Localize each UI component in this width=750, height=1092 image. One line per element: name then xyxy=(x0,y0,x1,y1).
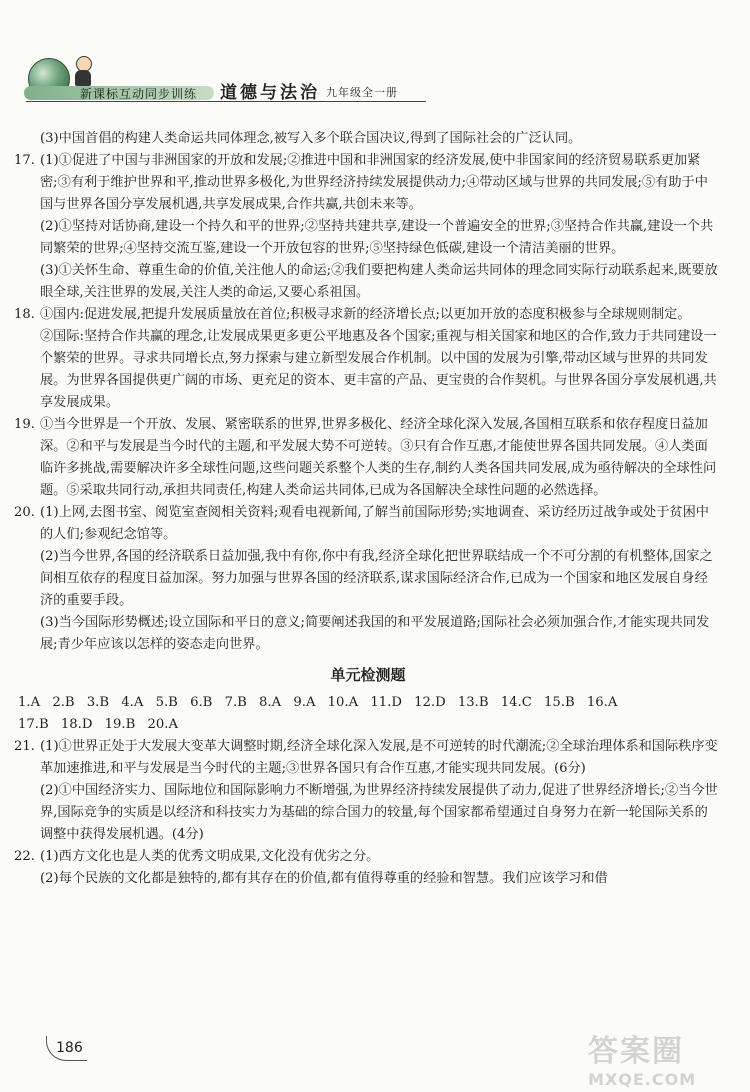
answer-item: 17.B xyxy=(18,717,49,732)
answer-item: 2.B xyxy=(52,695,75,710)
page-number: 186 xyxy=(56,1040,83,1056)
watermark-url: MXQE.COM xyxy=(588,1070,697,1089)
answer-item: 6.B xyxy=(190,695,213,710)
student-mascot-icon xyxy=(72,56,94,86)
paragraph: ①国内:促进发展,把提升发展质量放在首位;积极寻求新的经济增长点;以更加开放的态度积极参与全球规则制定。 xyxy=(40,307,691,322)
question-21 xyxy=(14,736,718,846)
answer-item: 10.A xyxy=(327,695,359,710)
answer-item: 12.D xyxy=(414,695,446,710)
question-number: 19. xyxy=(14,417,35,432)
answer-content xyxy=(14,128,718,890)
answer-item: 8.A xyxy=(259,695,282,710)
answer-key-line-1 xyxy=(18,692,718,714)
answer-item: 15.B xyxy=(544,695,575,710)
question-number: 21. xyxy=(14,739,35,754)
answer-item: 7.B xyxy=(224,695,247,710)
subject-title: 道德与法治 xyxy=(220,83,320,103)
answer-item: 19.B xyxy=(104,717,136,732)
paragraph: ①当今世界是一个开放、发展、紧密联系的世界,世界多极化、经济全球化深入发展,各国相互联系和依存程度日益加深。②和平与发展是当今时代的主题,和平发展大势不可逆转。③只有合作互惠,才能使世界各国共同发展。④人类面临许多挑战,需要解决许多全球性问题,这些问题关系整个人类的生存,制约人类各国共同发展,成为亟待解决的全球性问题。⑤采取共同行动,承担共同责任,构建人类命运共同体,已成为各国解决全球性问题的必然选择。 xyxy=(40,417,717,498)
paragraph: (3)①关怀生命、尊重生命的价值,关注他人的命运;②我们要把构建人类命运共同体的理念同实际行动联系起来,既要放眼全球,关注世界的发展,关注人类的命运,又要心系祖国。 xyxy=(40,263,718,300)
paragraph: (1)①世界正处于大发展大变革大调整时期,经济全球化深入发展,是不可逆转的时代潮流;②全球治理体系和国际秩序变革加速推进,和平与发展是当今时代的主题;③世界各国只有合作互惠,才能实现共同发展。(6分) xyxy=(40,739,718,776)
answer-item: 13.B xyxy=(457,695,489,710)
question-18 xyxy=(14,304,718,414)
site-watermark xyxy=(588,1026,738,1089)
answer-item: 9.A xyxy=(293,695,316,710)
question-19 xyxy=(14,414,718,502)
header-rule xyxy=(26,101,426,102)
question-number: 18. xyxy=(14,307,35,322)
paragraph: (2)当今世界,各国的经济联系日益加强,我中有你,你中有我,经济全球化把世界联结成一个不可分割的有机整体,国家之间相互依存的程度日益加深。努力加强与世界各国的经济联系,谋求国际经济合作,已成为一个国家和地区发展自身经济的重要手段。 xyxy=(40,549,713,608)
question-20 xyxy=(14,502,718,656)
paragraph: (3)中国首倡的构建人类命运共同体理念,被写入多个联合国决议,得到了国际社会的广泛认同。 xyxy=(40,131,582,146)
paragraph: (3)当今国际形势概述;设立国际和平日的意义;简要阐述我国的和平发展道路;国际社会必须加强合作,才能实现共同发展;青少年应该以怎样的姿态走向世界。 xyxy=(40,615,710,652)
answer-item: 14.C xyxy=(500,695,532,710)
answer-item: 16.A xyxy=(586,695,618,710)
paragraph: (1)①促进了中国与非洲国家的开放和发展;②推进中国和非洲国家的经济发展,使中非国家间的经济贸易联系更加紧密;③有利于维护世界和平,推动世界多极化,为世界经济持续发展提供动力;④带动区域与世界的共同发展;⑤有助于中国与世界各国分享发展机遇,共享发展成果,合作共赢,共创未来等。 xyxy=(40,153,708,212)
question-number: 17. xyxy=(14,153,35,168)
paragraph: ②国际:坚持合作共赢的理念,让发展成果更多更公平地惠及各个国家;重视与相关国家和地区的合作,致力于共同建设一个繁荣的世界。寻求共同增长点,努力探索与建立新型发展合作机制。以中国的发展为引擎,带动区域与世界的共同发展。为世界各国提供更广阔的市场、更充足的资本、更丰富的产品、更宝贵的合作契机。与世界各国分享发展机遇,共享发展成果。 xyxy=(40,329,717,410)
answer-item: 20.A xyxy=(147,717,178,732)
answer-item: 18.D xyxy=(60,717,93,732)
paragraph: (2)①中国经济实力、国际地位和国际影响力不断增强,为世界经济持续发展提供了动力,促进了世界经济增长;②当今世界,国际竞争的实质是以经济和科技实力为基础的综合国力的较量,每个国家都希望通过自身努力在新一轮国际关系的调整中获得发展机遇。(4分) xyxy=(40,783,718,842)
paragraph: (2)每个民族的文化都是独特的,都有其存在的价值,都有值得尊重的经验和智慧。我们应该学习和借 xyxy=(40,871,608,886)
series-title: 新课标互动同步训练 xyxy=(80,87,198,101)
question-17 xyxy=(14,150,718,304)
question-number: 20. xyxy=(14,505,35,520)
answer-key-line-2 xyxy=(18,714,718,736)
watermark-text: 答案圈 xyxy=(588,1034,684,1069)
section-title: 单元检测题 xyxy=(330,666,406,684)
answer-item: 11.D xyxy=(370,695,402,710)
page-header xyxy=(18,52,438,112)
paragraph: (1)西方文化也是人类的优秀文明成果,文化没有优劣之分。 xyxy=(40,849,380,864)
question-22 xyxy=(14,846,718,890)
paragraph: (2)①坚持对话协商,建设一个持久和平的世界;②坚持共建共享,建设一个普遍安全的世界;③坚持合作共赢,建设一个共同繁荣的世界;④坚持交流互鉴,建设一个开放包容的世界;⑤坚持绿色低碳,建设一个清洁美丽的世界。 xyxy=(40,219,714,256)
answer-item: 5.B xyxy=(155,695,178,710)
answer-item: 1.A xyxy=(18,695,41,710)
paragraph: (1)上网,去图书室、阅览室查阅相关资料;观看电视新闻,了解当前国际形势;实地调查、采访经历过战争或处于贫困中的人们;参观纪念馆等。 xyxy=(40,505,709,542)
grade-label: 九年级全一册 xyxy=(326,86,398,99)
answer-item: 4.A xyxy=(121,695,144,710)
question-number: 22. xyxy=(14,849,35,864)
answer-item: 3.B xyxy=(86,695,110,710)
